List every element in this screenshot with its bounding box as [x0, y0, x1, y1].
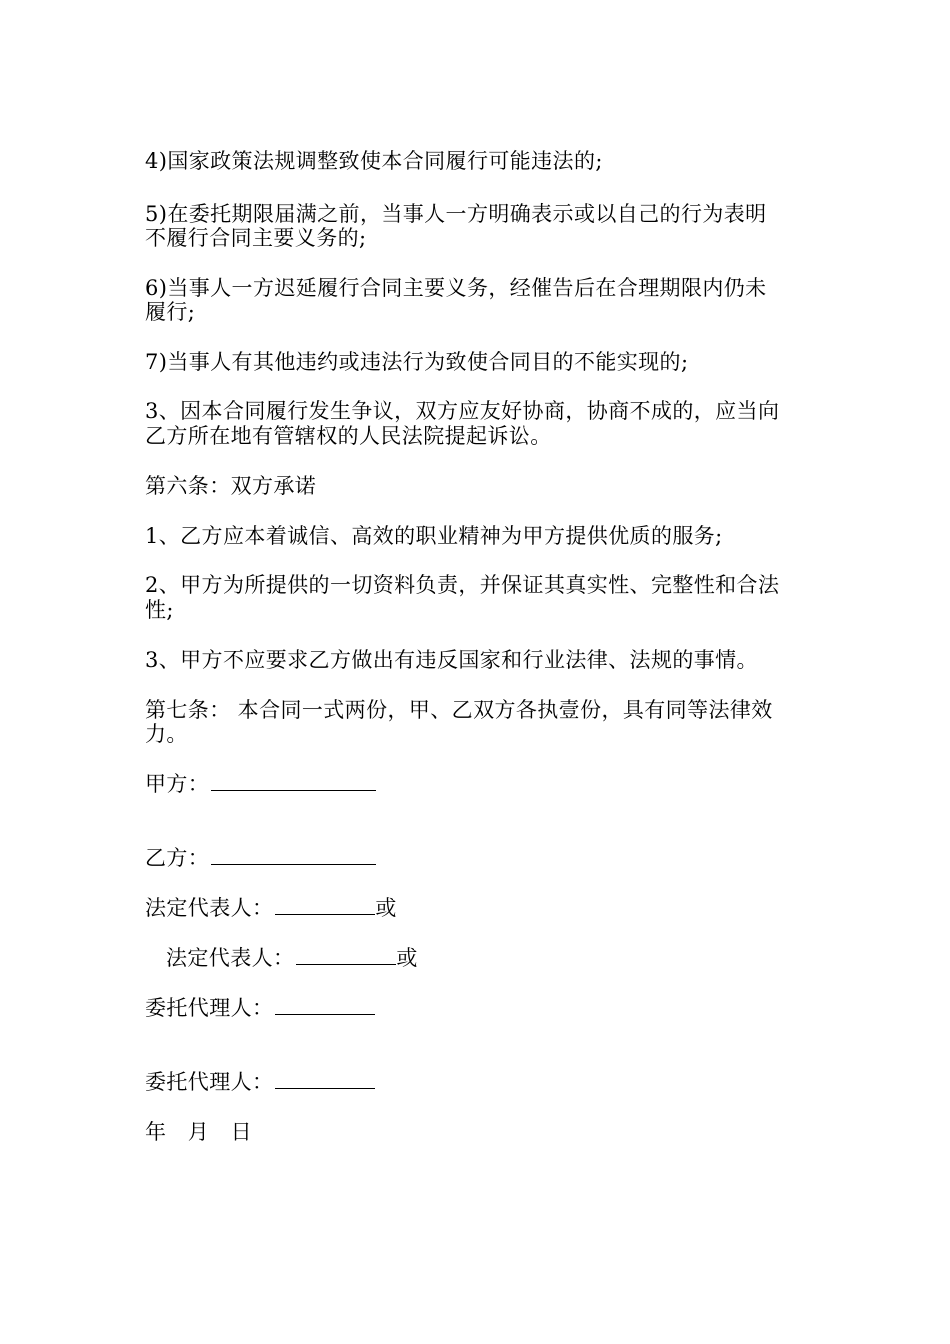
agent-blank-1[interactable]: [275, 996, 375, 1015]
legal-rep-label-1: 法定代表人：: [145, 896, 274, 920]
party-a-signature-line: [145, 772, 810, 797]
party-a-label: 甲方：: [145, 772, 210, 796]
article-6-title: 第六条：双方承诺: [145, 474, 317, 498]
agent-line-2: [145, 1070, 810, 1095]
legal-rep-blank-2[interactable]: [296, 946, 396, 965]
article-7-line-2: 力。: [145, 722, 188, 746]
dispute-clause-line-2: 乙方所在地有管辖权的人民法院提起诉讼。: [145, 424, 552, 448]
legal-rep-suffix-2: 或: [396, 946, 418, 970]
legal-rep-line-2: [166, 946, 831, 971]
legal-rep-blank-1[interactable]: [275, 896, 375, 915]
party-a-blank[interactable]: [211, 772, 376, 791]
article-6-item-2-line-2: 性;: [145, 598, 174, 622]
clause-5-line-1: 5)在委托期限届满之前，当事人一方明确表示或以自己的行为表明: [145, 202, 767, 226]
article-6-item-2-line-1: 2、甲方为所提供的一切资料负责，并保证其真实性、完整性和合法: [145, 573, 780, 597]
article-7-line-1: 第七条： 本合同一式两份，甲、乙双方各执壹份，具有同等法律效: [145, 698, 773, 722]
clause-6-line-2: 履行;: [145, 300, 196, 324]
clause-5-line-2: 不履行合同主要义务的;: [145, 226, 367, 250]
clause-7: 7)当事人有其他违约或违法行为致使合同目的不能实现的;: [145, 350, 689, 374]
legal-rep-label-2: 法定代表人：: [166, 946, 295, 970]
article-6-item-3: 3、甲方不应要求乙方做出有违反国家和行业法律、法规的事情。: [145, 648, 758, 672]
legal-rep-line-1: [145, 896, 810, 921]
signing-date: 年 月 日: [145, 1120, 252, 1144]
dispute-clause-line-1: 3、因本合同履行发生争议，双方应友好协商，协商不成的，应当向: [145, 399, 780, 423]
agent-label-2: 委托代理人：: [145, 1070, 274, 1094]
clause-6-line-1: 6)当事人一方迟延履行合同主要义务，经催告后在合理期限内仍未: [145, 276, 767, 300]
agent-line-1: [145, 996, 810, 1021]
legal-rep-suffix-1: 或: [375, 896, 397, 920]
party-b-blank[interactable]: [211, 846, 376, 865]
party-b-label: 乙方：: [145, 846, 210, 870]
party-b-signature-line: [145, 846, 810, 871]
article-6-item-1: 1、乙方应本着诚信、高效的职业精神为甲方提供优质的服务;: [145, 524, 723, 548]
agent-blank-2[interactable]: [275, 1070, 375, 1089]
clause-4: 4)国家政策法规调整致使本合同履行可能违法的;: [145, 149, 603, 173]
agent-label-1: 委托代理人：: [145, 996, 274, 1020]
